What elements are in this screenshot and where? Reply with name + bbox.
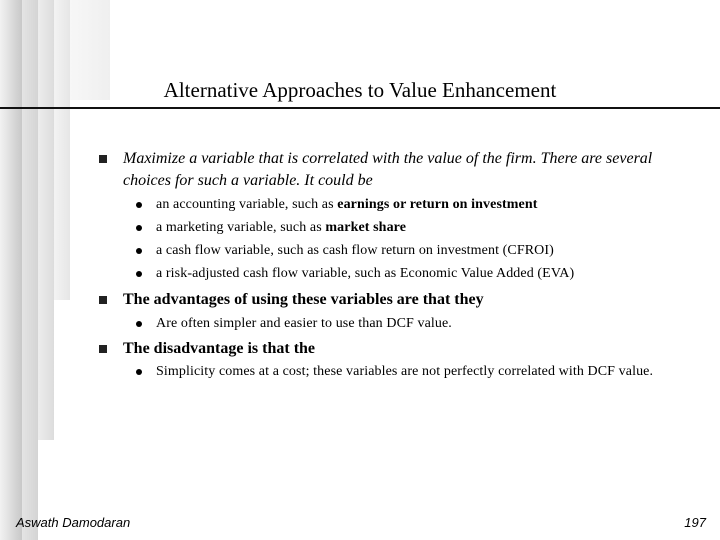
sub-bold-text: earnings or return on investment [337,197,538,212]
decor-bar [38,0,54,440]
sub-bullet [136,242,676,260]
sub-bold-text: market share [325,220,407,235]
dot-bullet-icon [136,202,142,208]
bullet-3 [99,338,669,360]
dot-bullet-icon [136,321,142,327]
sub-text: an accounting variable, such as [156,197,338,212]
square-bullet-icon [99,155,107,163]
footer-author: Aswath Damodaran [16,515,131,530]
title-divider [0,107,720,109]
sub-bullet [136,265,676,283]
sub-text: Are often simpler and easier to use than DCF value. [156,316,452,331]
dot-bullet-icon [136,225,142,231]
page-number: 197 [684,515,706,530]
sub-text: a cash flow variable, such as cash flow return on investment (CFROI) [156,243,554,258]
square-bullet-icon [99,296,107,304]
sub-text: Simplicity comes at a cost; these variables are not perfectly correlated with DCF value. [156,364,654,379]
sub-bullet [136,196,676,214]
sub-text: a marketing variable, such as [156,220,326,235]
sub-bullet [136,315,676,333]
bullet-1 [99,148,669,192]
sub-bullet [136,363,676,381]
slide-title: Alternative Approaches to Value Enhancement [163,78,557,102]
square-bullet-icon [99,345,107,353]
sub-text: a risk-adjusted cash flow variable, such as Economic Value Added (EVA) [156,266,575,281]
dot-bullet-icon [136,248,142,254]
dot-bullet-icon [136,271,142,277]
dot-bullet-icon [136,369,142,375]
bullet-2 [99,289,669,311]
bullet-2-text: The advantages of using these variables are that they [123,291,484,308]
sub-bullet [136,219,676,237]
bullet-3-text: The disadvantage is that the [123,340,316,357]
bullet-1-text: Maximize a variable that is correlated with the value of the firm. There are several choices for such a variable. It could be [123,150,653,189]
decor-bar [54,0,70,300]
